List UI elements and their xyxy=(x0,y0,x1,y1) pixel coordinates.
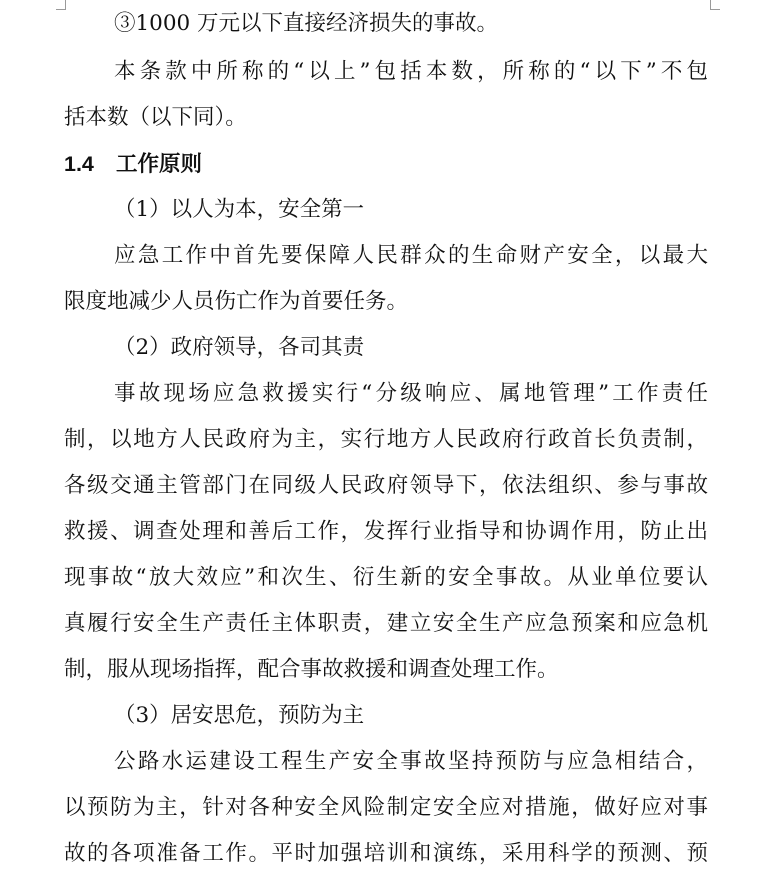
principle-2-line-3: 各级交通主管部门在同级人民政府领导下，依法组织、参与事故 xyxy=(64,473,708,498)
note-line-1: 本条款中所称的“以上”包括本数，所称的“以下”不包 xyxy=(114,59,708,84)
principle-2-line-4: 救援、调查处理和善后工作，发挥行业指导和协调作用，防止出 xyxy=(64,519,708,544)
principle-2-line-5: 现事故“放大效应”和次生、衍生新的安全事故。从业单位要认 xyxy=(64,565,708,590)
item-3-text: ③1000 万元以下直接经济损失的事故。 xyxy=(114,11,499,36)
margin-corner-mark-right xyxy=(710,0,720,10)
principle-3-line-2: 以预防为主，针对各种安全风险制定安全应对措施，做好应对事 xyxy=(64,795,708,820)
principle-3-line-3: 故的各项准备工作。平时加强培训和演练，采用科学的预测、预 xyxy=(64,841,708,866)
principle-1-line-1: 应急工作中首先要保障人民群众的生命财产安全，以最大 xyxy=(114,243,708,268)
section-number: 1.4 xyxy=(64,152,94,176)
principle-2-line-6: 真履行安全生产责任主体职责，建立安全生产应急预案和应急机 xyxy=(64,611,708,636)
principle-3-line-1: 公路水运建设工程生产安全事故坚持预防与应急相结合， xyxy=(114,749,708,774)
principle-2-line-1: 事故现场应急救援实行“分级响应、属地管理”工作责任 xyxy=(114,381,708,406)
principle-2-line-2: 制，以地方人民政府为主，实行地方人民政府行政首长负责制， xyxy=(64,427,708,452)
note-line-2: 括本数（以下同）。 xyxy=(64,105,247,130)
section-title: 工作原则 xyxy=(116,152,203,176)
margin-corner-mark-left xyxy=(56,0,66,10)
section-heading xyxy=(64,150,202,178)
principle-1-title: （1）以人为本，安全第一 xyxy=(114,197,365,222)
principle-1-line-2: 限度地减少人员伤亡作为首要任务。 xyxy=(64,289,409,314)
principle-2-line-7: 制，服从现场指挥，配合事故救援和调查处理工作。 xyxy=(64,657,559,682)
principle-3-title: （3）居安思危，预防为主 xyxy=(114,703,365,728)
principle-2-title: （2）政府领导，各司其责 xyxy=(114,335,365,360)
